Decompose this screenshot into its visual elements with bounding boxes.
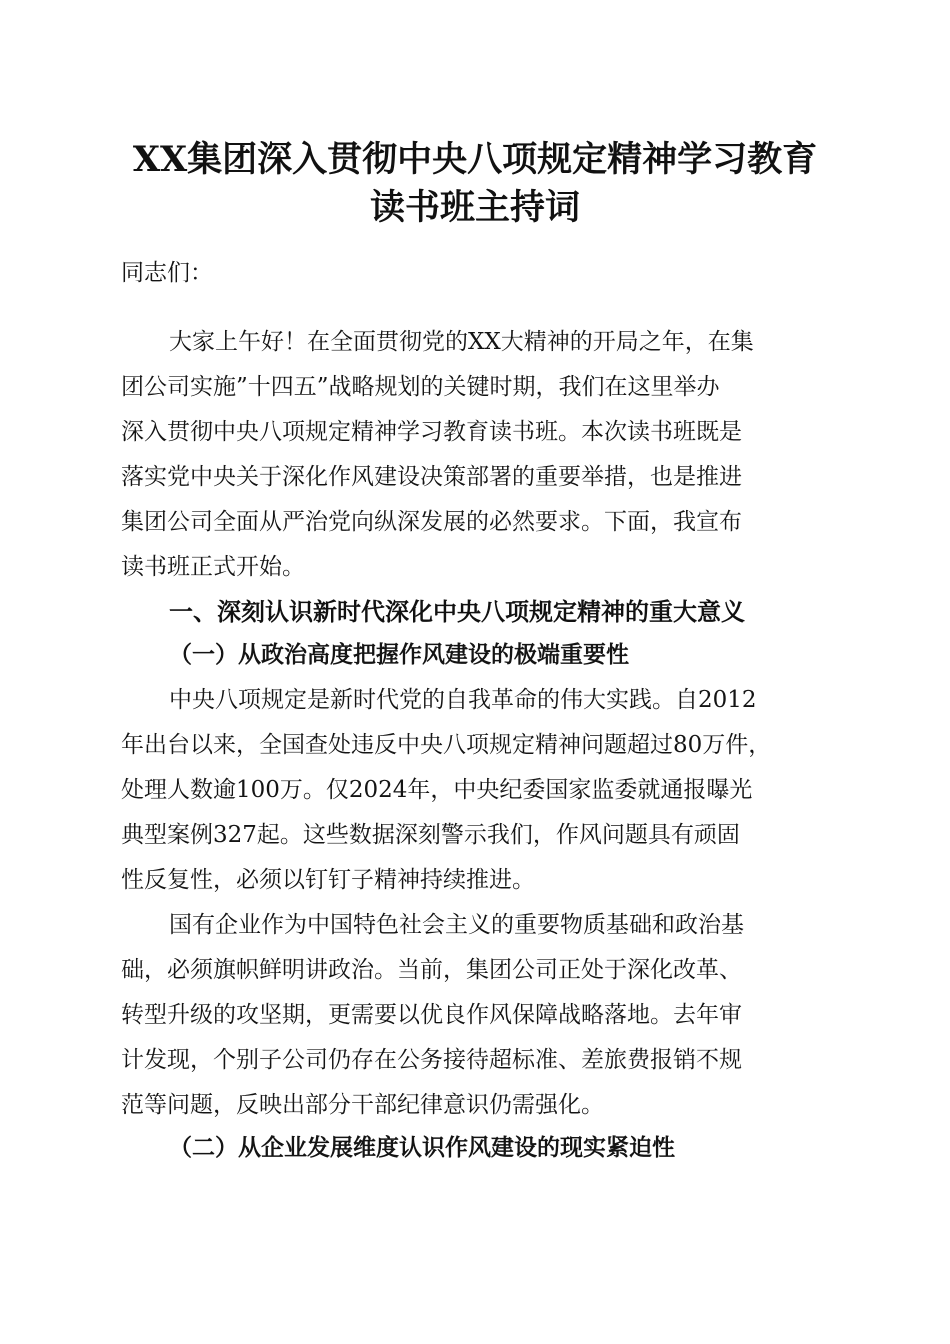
paragraph-2-line: 中央八项规定是新时代党的自我革命的伟大实践。自2012 xyxy=(169,687,757,713)
paragraph-2-line: 处理人数逾100万。仅2024年，中央纪委国家监委就通报曝光 xyxy=(121,777,753,803)
document-title-line-1: XX集团深入贯彻中央八项规定精神学习教育 xyxy=(132,139,818,180)
paragraph-2-line: 典型案例327起。这些数据深刻警示我们，作风问题具有顽固 xyxy=(121,822,740,848)
subsection-heading-1: （一）从政治高度把握作风建设的极端重要性 xyxy=(169,641,629,668)
paragraph-3-line: 国有企业作为中国特色社会主义的重要物质基础和政治基 xyxy=(169,912,744,938)
subsection-heading-2: （二）从企业发展维度认识作风建设的现实紧迫性 xyxy=(169,1134,675,1161)
section-heading-1: 一、深刻认识新时代深化中央八项规定精神的重大意义 xyxy=(169,598,745,626)
document-title-line-2: 读书班主持词 xyxy=(369,187,580,228)
paragraph-3-line: 础，必须旗帜鲜明讲政治。当前，集团公司正处于深化改革、 xyxy=(121,957,742,983)
paragraph-1-line: 落实党中央关于深化作风建设决策部署的重要举措，也是推进 xyxy=(121,464,742,490)
paragraph-1-line: 读书班正式开始。 xyxy=(121,554,305,580)
paragraph-3-line: 范等问题，反映出部分干部纪律意识仍需强化。 xyxy=(121,1092,604,1118)
paragraph-1-line: 大家上午好！在全面贯彻党的XX大精神的开局之年，在集 xyxy=(169,329,754,355)
paragraph-2-line: 性反复性，必须以钉钉子精神持续推进。 xyxy=(121,867,535,893)
paragraph-1-line: 深入贯彻中央八项规定精神学习教育读书班。本次读书班既是 xyxy=(121,419,742,445)
paragraph-1-line: 团公司实施”十四五”战略规划的关键时期，我们在这里举办 xyxy=(121,374,720,400)
salutation: 同志们： xyxy=(121,260,213,286)
paragraph-3-line: 转型升级的攻坚期，更需要以优良作风保障战略落地。去年审 xyxy=(121,1002,742,1028)
paragraph-3-line: 计发现，个别子公司仍存在公务接待超标准、差旅费报销不规 xyxy=(121,1047,742,1073)
paragraph-1-line: 集团公司全面从严治党向纵深发展的必然要求。下面，我宣布 xyxy=(121,509,742,535)
paragraph-2-line: 年出台以来，全国查处违反中央八项规定精神问题超过80万件， xyxy=(121,732,772,758)
